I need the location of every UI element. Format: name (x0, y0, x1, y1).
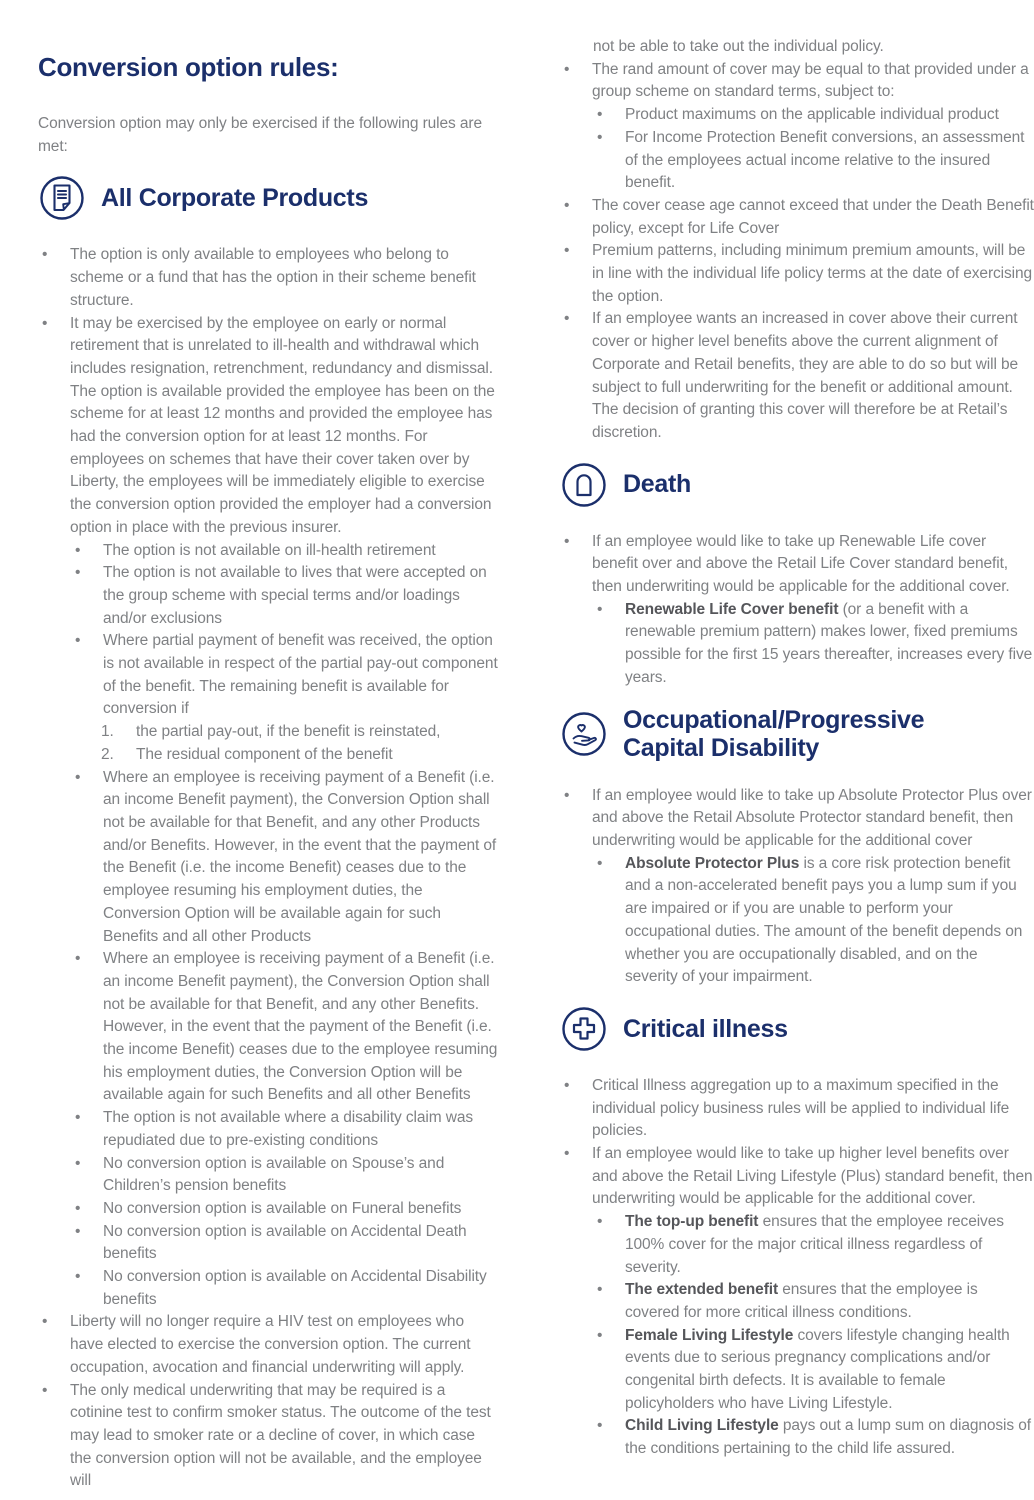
bullet-item: • Product maximums on the applicable individual product (592, 104, 1034, 127)
bold-lead: Absolute Protector Plus (625, 854, 800, 872)
bullet-item: • No conversion option is available on Accidental Death benefits (75, 1222, 467, 1263)
bullet-list (560, 531, 1034, 690)
bullet-item: • It may be exercised by the employee on early or normal retirement that is unrelated to ill-health and withdrawal which includes resignation, retrenchment, redundancy and dismissal. The option is available provided the employee has been on the scheme for at least 12 months and provided the employee has had the conversion option for at least 12 months. For employees on schemes that have their cover taken over by Liberty, the employees will be immediately eligible to exercise the conversion option provided the employer had a conversion option in place with the previous insurer. • The option is not available on ill-health retirement • The option is not available to lives that were accepted on the group scheme with special terms and/or loadings and/or exclusions • Where partial payment of benefit was received, the option is not available in respect of the partial pay-out component of the benefit. The remaining benefit is available for conversion if 1. the partial pay-out, if the benefit is reinstated, 2. The residual component of the benefit • Where an employee is receiving payment of a Benefit (i.e. an income Benefit payment), the Conversion Option shall not be available for that Benefit, and any other Products and/or Benefits. However, in the event that the payment of the Benefit (i.e. the income Benefit) ceases due to the employee resuming his employment duties, the Conversion Option will be available again for such Benefits and all other Products • Where an employee is receiving payment of a Benefit (i.e. an income Benefit payment), the Conversion Option shall not be available for that Benefit, and any other Benefits. However, in the event that the payment of the Benefit (i.e. the income Benefit) ceases due to the employee resuming his employment duties, the Conversion Option will be available again for such Benefits and all other Benefits • The option is not available where a disability claim was repudiated due to pre-existing conditions • No conversion option is available on Spouse’s and Children’s pension benefits • No conversion option is available on Funeral benefits • No conversion option is available on Accidental Death benefits • No conversion option is available on Accidental Disability benefits (38, 313, 500, 1312)
bullet-marker: • (75, 632, 81, 650)
bullet-item: • No conversion option is available on Funeral benefits (70, 1198, 500, 1221)
bullet-item: • Critical Illness aggregation up to a maximum specified in the individual policy business rules will be applied to individual life policies. (564, 1076, 1010, 1140)
bullet-item: • Where partial payment of benefit was received, the option is not available in respect of the partial pay-out component of the benefit. The remaining benefit is available for conversion if 1. the partial pay-out, if the benefit is reinstated, 2. The residual component of the benefit (70, 630, 500, 766)
section-heading-death (560, 461, 1034, 509)
right-column (560, 36, 1034, 1500)
bullet-list (592, 599, 1034, 690)
bullet-marker: • (597, 106, 603, 124)
item-number: 1. (101, 723, 114, 741)
bullet-item: • The option is not available to lives that were accepted on the group scheme with special terms and/or loadings and/or exclusions (75, 564, 487, 627)
bullet-list (103, 721, 500, 766)
section-title: Occupational/Progressive Capital Disability (623, 705, 925, 763)
document-icon (38, 174, 86, 222)
bullet-marker: • (564, 1145, 570, 1163)
bullet-item: • No conversion option is available on Spouse’s and Children’s pension benefits (75, 1154, 445, 1195)
numbered-item: 1. the partial pay-out, if the benefit is reinstated, (103, 721, 500, 744)
left-column (38, 36, 500, 1500)
numbered-item: 2. The residual component of the benefit (103, 744, 500, 767)
bullet-marker: • (597, 128, 603, 146)
bullet-item: • The only medical underwriting that may be required is a cotinine test to confirm smoker status. The outcome of the test may lead to smoker rate or a decline of cover, in which case the conversion option will not be available, and the employee will (42, 1381, 491, 1490)
bullet-item: • For Income Protection Benefit conversions, an assessment of the employees actual income relative to the insured benefit. (597, 128, 1025, 192)
intro-paragraph: Conversion option may only be exercised if the following rules are met: (38, 115, 482, 155)
bullet-item: • Where an employee is receiving payment of a Benefit (i.e. an income Benefit payment), the Conversion Option shall not be available for that Benefit, and any other Benefits. However, in the event that the payment of the Benefit (i.e. the income Benefit) ceases due to the employee resuming his employment duties, the Conversion Option will be available again for such Benefits and all other Benefits (75, 950, 498, 1104)
bullet-item: • The rand amount of cover may be equal to that provided under a group scheme on standard terms, subject to: • Product maximums on the applicable individual product • For Income Protection Benefit conversions, an assessment of the employees actual income relative to the insured benefit. (560, 59, 1034, 195)
bullet-marker: • (597, 1417, 603, 1435)
bullet-item: • The option is not available where a disability claim was repudiated due to pre-existing conditions (75, 1109, 474, 1149)
section-heading-all-corporate-products (38, 174, 500, 222)
hand-heart-icon (560, 710, 608, 758)
bullet-marker: • (564, 310, 570, 328)
bullet-marker: • (75, 541, 81, 559)
bullet-marker: • (75, 1154, 81, 1172)
bullet-list (38, 244, 500, 1493)
bullet-item: • If an employee would like to take up higher level benefits over and above the Retail Living Lifestyle (Plus) standard benefit, then underwriting would be applicable for the additional cover. • The top-up benefit ensures that the employee receives 100% cover for the major critical illness regardless of severity. • The extended benefit ensures that the employee is covered for more critical illness conditions. • Female Living Lifestyle covers lifestyle changing health events due to serious pregnancy complications and/or congenital birth defects. It is available to female policyholders who have Living Lifestyle. • Child Living Lifestyle pays out a lump sum on diagnosis of the conditions pertaining to the child life assured. (560, 1143, 1034, 1461)
section-title: All Corporate Products (101, 184, 369, 213)
bullet-marker: • (597, 600, 603, 618)
bullet-item: • Liberty will no longer require a HIV test on employees who have elected to exercise the conversion option. The current occupation, avocation and financial underwriting will apply. (42, 1313, 471, 1376)
bullet-marker: • (564, 786, 570, 804)
bold-lead: The top-up benefit (625, 1213, 759, 1231)
bullet-list (592, 104, 1034, 195)
bullet-marker: • (75, 768, 81, 786)
bullet-item: • The option is only available to employees who belong to scheme or a fund that has the option in their scheme benefit structure. (42, 246, 476, 309)
bullet-item: • Absolute Protector Plus is a core risk protection benefit and a non-accelerated benefit pays you a lump sum if you are impaired or if you are unable to perform your occupational duties. The amount of the benefit depends on whether you are occupationally disabled, and on the severity of your impairment. (597, 854, 1023, 986)
bullet-marker: • (564, 532, 570, 550)
bullet-marker: • (42, 1313, 48, 1331)
bold-lead: Renewable Life Cover benefit (625, 600, 839, 618)
bullet-marker: • (597, 854, 603, 872)
bullet-item: • If an employee wants an increased in cover above their current cover or higher level benefits above the current alignment of Corporate and Retail benefits, they are able to do so but will be subject to full underwriting for the benefit or additional amount. The decision of granting this cover will therefore be at Retail’s discretion. (564, 310, 1019, 441)
section-heading-critical-illness (560, 1005, 1034, 1053)
item-number: 2. (101, 745, 114, 763)
bullet-marker: • (597, 1326, 603, 1344)
bullet-marker: • (597, 1281, 603, 1299)
bullet-list (592, 853, 1034, 989)
bullet-list (592, 1211, 1034, 1461)
section-title: Death (623, 470, 691, 499)
bullet-item: • If an employee would like to take up Absolute Protector Plus over and above the Retail Absolute Protector standard benefit, then underwriting would be applicable for the additional cover • Absolute Protector Plus is a core risk protection benefit and a non-accelerated benefit pays you a lump sum if you are impaired or if you are unable to perform your occupational duties. The amount of the benefit depends on whether you are occupationally disabled, and on the severity of your impairment. (560, 785, 1034, 989)
bullet-item: • The extended benefit ensures that the employee is covered for more critical illness conditions. (597, 1281, 978, 1321)
bullet-marker: • (75, 950, 81, 968)
bold-lead: Female Living Lifestyle (625, 1326, 794, 1344)
bullet-marker: • (75, 1199, 81, 1217)
bullet-marker: • (75, 1222, 81, 1240)
bullet-marker: • (564, 242, 570, 260)
bullet-marker: • (75, 1109, 81, 1127)
bullet-item: • The option is not available on ill-health retirement (70, 540, 500, 563)
bullet-item: • The top-up benefit ensures that the employee receives 100% cover for the major critical illness regardless of severity. (597, 1213, 1004, 1276)
bullet-item: • Premium patterns, including minimum premium amounts, will be in line with the individual life policy terms at the date of exercising the option. (564, 242, 1033, 305)
bullet-marker: • (564, 1076, 570, 1094)
bullet-list (560, 785, 1034, 989)
bold-lead: Child Living Lifestyle (625, 1417, 779, 1435)
bullet-item: • Where an employee is receiving payment of a Benefit (i.e. an income Benefit payment), the Conversion Option shall not be available for that Benefit, and any other Products and/or Benefits. However, in the event that the payment of the Benefit (i.e. the income Benefit) ceases due to the employee resuming his employment duties, the Conversion Option will be available again for such Benefits and all other Products (75, 768, 497, 945)
bullet-item: • Child Living Lifestyle pays out a lump sum on diagnosis of the conditions pertaining to the child life assured. (597, 1417, 1031, 1458)
page-title: Conversion option rules: (38, 52, 339, 82)
bullet-marker: • (75, 564, 81, 582)
bullet-list (560, 59, 1034, 445)
section-heading-occupational-progressive-capital-disability (560, 706, 1034, 763)
continuation-paragraph: not be able to take out the individual policy. (593, 38, 884, 55)
bullet-item: • The cover cease age cannot exceed that under the Death Benefit policy, except for Life Cover (564, 196, 1034, 237)
bullet-item: • No conversion option is available on Accidental Disability benefits (75, 1268, 487, 1308)
bullet-marker: • (597, 1213, 603, 1231)
bullet-list (560, 1075, 1034, 1461)
bullet-marker: • (564, 60, 570, 78)
bullet-list (70, 540, 500, 1312)
bullet-item: • Renewable Life Cover benefit (or a benefit with a renewable premium pattern) makes lower, fixed premiums possible for the first 15 years thereafter, increases every five years. (597, 600, 1033, 686)
bullet-marker: • (564, 196, 570, 214)
bullet-marker: • (42, 314, 48, 332)
tombstone-icon (560, 461, 608, 509)
bullet-marker: • (42, 246, 48, 264)
bold-lead: The extended benefit (625, 1281, 779, 1299)
section-title: Critical illness (623, 1014, 788, 1043)
medical-cross-icon (560, 1005, 608, 1053)
bullet-item: • Female Living Lifestyle covers lifestyle changing health events due to serious pregnancy complications and/or congenital birth defects. It is available to female policyholders who have Living Lifestyle. (597, 1326, 1010, 1412)
bullet-item: • If an employee would like to take up Renewable Life cover benefit over and above the Retail Life Cover standard benefit, then underwriting would be applicable for the additional cover. • Renewable Life Cover benefit (or a benefit with a renewable premium pattern) makes lower, fixed premiums possible for the first 15 years thereafter, increases every five years. (560, 531, 1034, 690)
bullet-marker: • (42, 1381, 48, 1399)
bullet-marker: • (75, 1268, 81, 1286)
